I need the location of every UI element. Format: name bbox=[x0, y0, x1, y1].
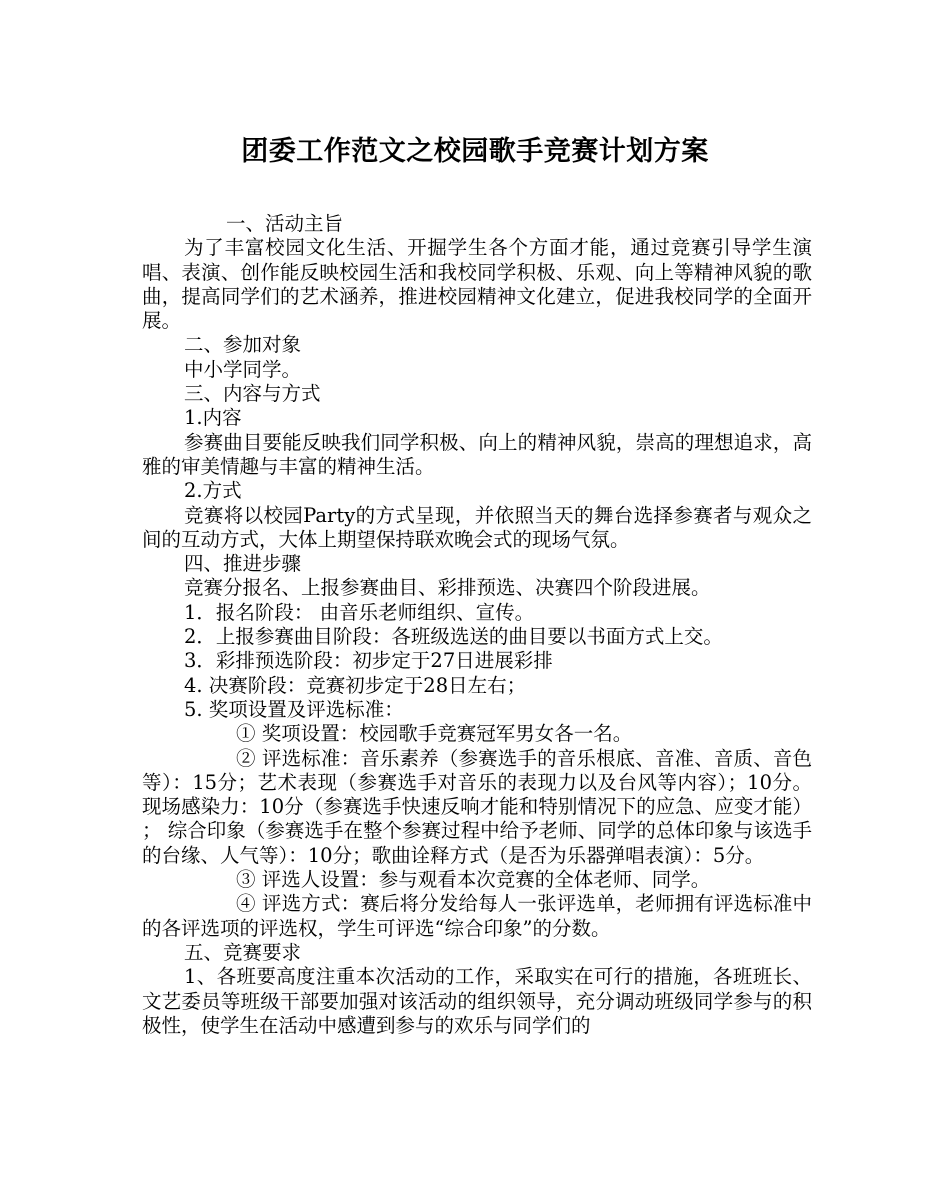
paragraph: 二、参加对象 bbox=[184, 333, 302, 357]
paragraph: ③ 评选人设置：参与观看本次竞赛的全体老师、同学。 bbox=[236, 868, 711, 892]
paragraph: 四、推进步骤 bbox=[184, 552, 302, 576]
paragraph: 竞赛将以校园Party的方式呈现，并依照当天的舞台选择参赛者与观众之间的互动方式，大体上期望保持联欢晚会式的现场气氛。 bbox=[142, 503, 812, 551]
document-body bbox=[142, 212, 812, 1038]
paragraph: 2．上报参赛曲目阶段：各班级选送的曲目要以书面方式上交。 bbox=[184, 625, 723, 649]
paragraph: ① 奖项设置：校园歌手竞赛冠军男女各一名。 bbox=[236, 722, 633, 746]
paragraph: 3．彩排预选阶段：初步定于27日进展彩排 bbox=[184, 649, 553, 673]
paragraph: 2.方式 bbox=[184, 479, 242, 503]
paragraph: 五、竞赛要求 bbox=[184, 940, 302, 964]
paragraph: 中小学同学。 bbox=[184, 357, 302, 381]
paragraph: 1、各班要高度注重本次活动的工作，采取实在可行的措施，各班班长、文艺委员等班级干部要加强对该活动的组织领导，充分调动班级同学参与的积极性，使学生在活动中感遭到参与的欢乐与同学们的 bbox=[142, 965, 812, 1037]
paragraph: 参赛曲目要能反映我们同学积极、向上的精神风貌，崇高的理想追求，高雅的审美情趣与丰富的精神生活。 bbox=[142, 430, 812, 478]
paragraph: 竞赛分报名、上报参赛曲目、彩排预选、决赛四个阶段进展。 bbox=[184, 576, 711, 600]
paragraph: 5. 奖项设置及评选标准： bbox=[184, 697, 404, 721]
paragraph: 1.内容 bbox=[184, 406, 242, 430]
document-title: 团委工作范文之校园歌手竞赛计划方案 bbox=[241, 136, 709, 167]
paragraph: ② 评选标准：音乐素养（参赛选手的音乐根底、音准、音质、音色等）：15分；艺术表现（参赛选手对音乐的表现力以及台风等内容）；10分。 现场感染力：10分（参赛选手快速反响才能和特别情况下的应急、应变才能） ； 综合印象（参赛选手在整个参赛过程中给予老师、同学的总体印象与该选手的台缘、人气等）：10分；歌曲诠释方式（是否为乐器弹唱表演）：5分。 bbox=[142, 746, 812, 867]
paragraph: 三、内容与方式 bbox=[184, 382, 321, 406]
paragraph: ④ 评选方式：赛后将分发给每人一张评选单，老师拥有评选标准中的各评选项的评选权，学生可评选“综合印象”的分数。 bbox=[142, 892, 812, 940]
paragraph: 一、活动主旨 bbox=[226, 212, 344, 235]
paragraph: 1．报名阶段： 由音乐老师组织、宣传。 bbox=[184, 600, 535, 624]
paragraph: 为了丰富校园文化生活、开掘学生各个方面才能，通过竞赛引导学生演唱、表演、创作能反映校园生活和我校同学积极、乐观、向上等精神风貌的歌曲，提高同学们的艺术涵养，推进校园精神文化建立，促进我校同学的全面开展。 bbox=[142, 236, 812, 333]
paragraph: 4. 决赛阶段：竞赛初步定于28日左右； bbox=[184, 673, 527, 697]
